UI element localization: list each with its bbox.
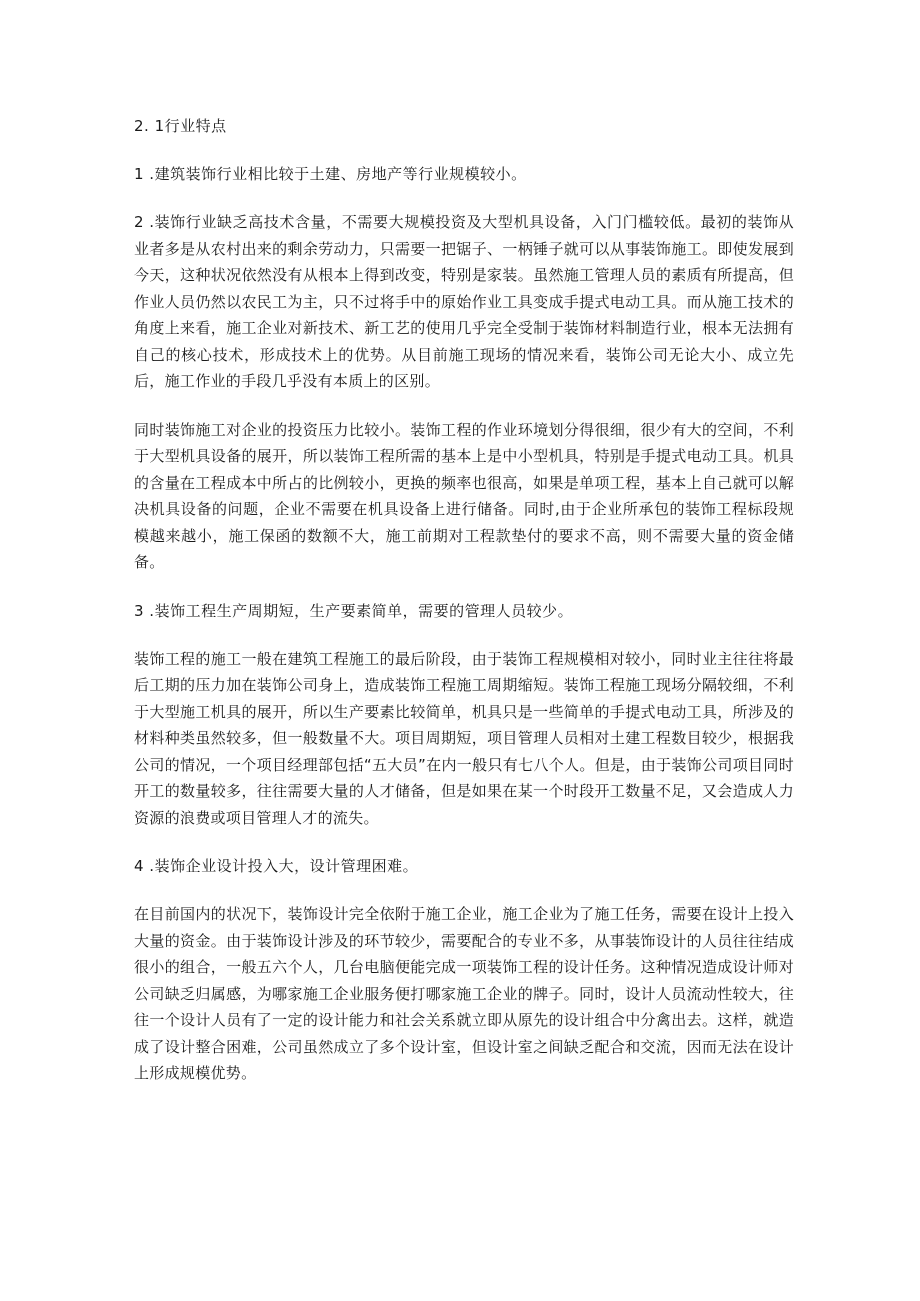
- paragraph-design: 在目前国内的状况下，装饰设计完全依附于施工企业，施工企业为了施工任务，需要在设计上投入大量的资金。由于装饰设计涉及的环节较少，需要配合的专业不多，从事装饰设计的人员往往结成很小的组合，一般五六个人，几台电脑便能完成一项装饰工程的设计任务。这种情况造成设计师对公司缺乏归属感，为哪家施工企业服务便打哪家施工企业的牌子。同时，设计人员流动性较大，往往一个设计人员有了一定的设计能力和社会关系就立即从原先的设计组合中分禽出去。这样，就造成了设计整合困难，公司虽然成立了多个设计室，但设计室之间缺乏配合和交流，因而无法在设计上形成规模优势。: [134, 905, 794, 1082]
- paragraph-investment: 同时装饰施工对企业的投资压力比较小。装饰工程的作业环境划分得很细，很少有大的空间，不利于大型机具设备的展开，所以装饰工程所需的基本上是中小型机具，特别是手提式电动工具。机具的含量在工程成本中所占的比例较小，更换的频率也很高，如果是单项工程，基本上自己就可以解决机具设备的问题，企业不需要在机具设备上进行储备。同时,由于企业所承包的装饰工程标段规模越来越小，施工保函的数额不大，施工前期对工程款垫付的要求不高，则不需要大量的资金储备。: [134, 420, 794, 571]
- document-body: [134, 113, 794, 1109]
- paragraph-cycle: 装饰工程的施工一般在建筑工程施工的最后阶段，由于装饰工程规模相对较小，同时业主往往将最后工期的压力加在装饰公司身上，造成装饰工程施工周期缩短。装饰工程施工现场分隔较细，不利于大型施工机具的展开，所以生产要素比较简单，机具只是一些简单的手提式电动工具，所涉及的材料种类虽然较多，但一般数量不大。项目周期短，项目管理人员相对土建工程数目较少，根据我公司的情况，一个项目经理部包括“五大员”在内一般只有七八个人。但是，由于装饰公司项目同时开工的数量较多，往往需要大量的人才储备，但是如果在某一个时段开工数量不足，又会造成人力资源的浪费或项目管理人才的流失。: [134, 649, 794, 827]
- list-item-4: 4 .装饰企业设计投入大，设计管理困难。: [134, 857, 419, 875]
- list-item-3: 3 .装饰工程生产周期短，生产要素简单，需要的管理人员较少。: [134, 601, 574, 620]
- section-heading: 2. 1行业特点: [134, 117, 227, 135]
- list-item-2: 2 .装饰行业缺乏高技术含量，不需要大规模投资及大型机具设备，入门门槛较低。最初的装饰从业者多是从农村出来的剩余劳动力，只需要一把锯子、一柄锤子就可以从事装饰施工。即使发展到今天，这种状况依然没有从根本上得到改变，特别是家装。虽然施工管理人员的素质有所提高，但作业人员仍然以农民工为主，只不过将手中的原始作业工具变成手提式电动工具。而从施工技术的角度上来看，施工企业对新技术、新工艺的使用几乎完全受制于装饰材料制造行业，根本无法拥有自己的核心技术，形成技术上的优势。从目前施工现场的情况来看，装饰公司无论大小、成立先后，施工作业的手段几乎没有本质上的区别。: [134, 213, 794, 390]
- list-item-1: 1 .建筑装饰行业相比较于土建、房地产等行业规模较小。: [134, 165, 527, 183]
